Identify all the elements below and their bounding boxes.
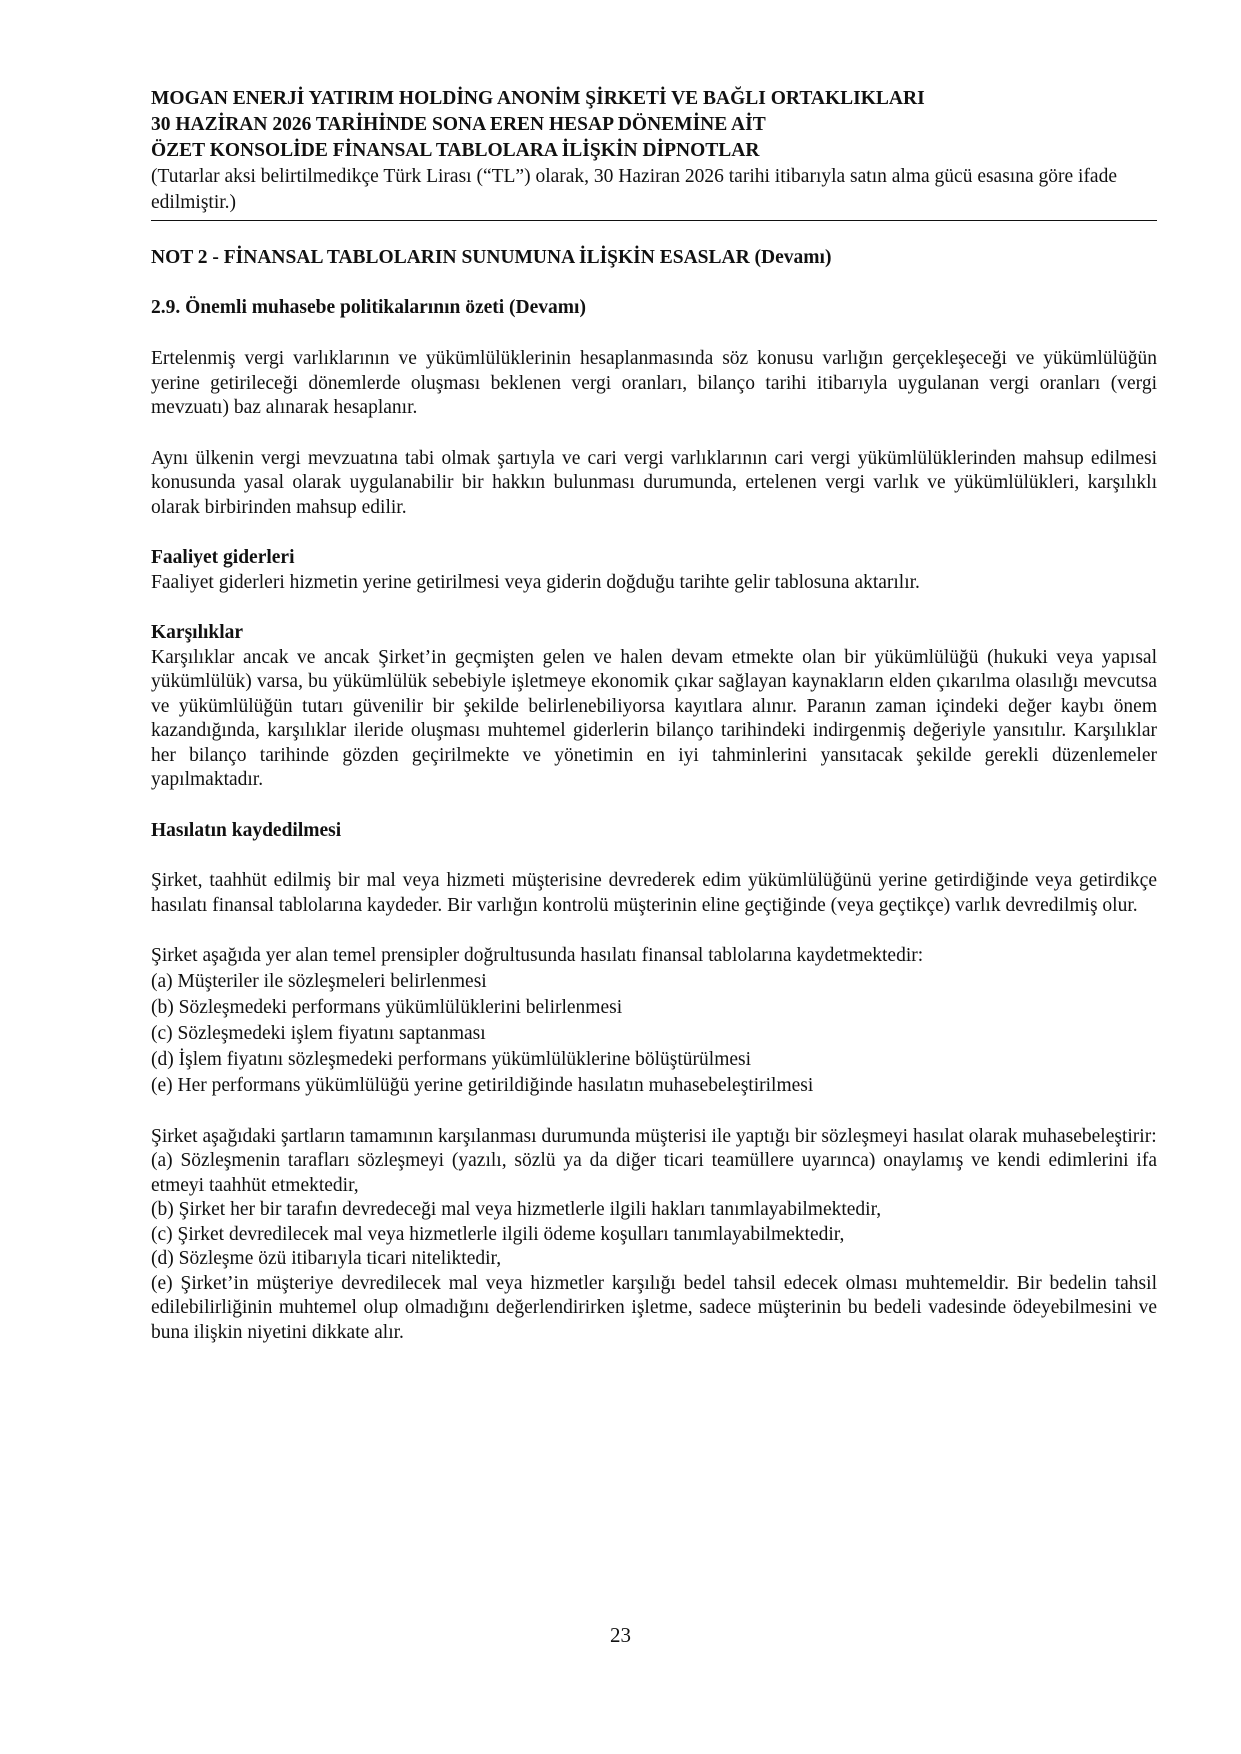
company-title: MOGAN ENERJİ YATIRIM HOLDİNG ANONİM ŞİRKETİ VE BAĞLI ORTAKLIKLARI <box>151 88 925 109</box>
revenue-intro: Şirket, taahhüt edilmiş bir mal veya hizmeti müşterisine devrederek edim yükümlülüğünü yerine getirdiğinde veya getirdikçe hasılatı finansal tablolarına kaydeder. Bir varlığın kontrolü müşterinin eline geçtiğinde (veya geçtikçe) varlık devredilmiş olur. <box>151 870 1157 916</box>
section-title: 2.9. Önemli muhasebe politikalarının özeti (Devamı) <box>151 297 586 318</box>
principles-lead: Şirket aşağıda yer alan temel prensipler doğrultusunda hasılatı finansal tablolarına kaydetmektedir: <box>151 945 924 966</box>
list-item: (e) Şirket’in müşteriye devredilecek mal veya hizmetler karşılığı bedel tahsil edecek olması muhtemeldir. Bir bedelin tahsil edilebilirliğinin muhtemel olup olmadığını değerlendirirken işletme, sadece müşterinin bu bedeli vadesinde ödeyebilmesini ve buna ilişkin niyetini dikkate alır. <box>151 1272 1157 1343</box>
provisions-section <box>151 621 1157 793</box>
operating-expenses-text: Faaliyet giderleri hizmetin yerine getirilmesi veya giderin doğduğu tarihte gelir tablosuna aktarılır. <box>151 571 920 593</box>
list-item: (d) Sözleşme özü itibarıyla ticari niteliktedir, <box>151 1248 502 1269</box>
list-item: (e) Her performans yükümlülüğü yerine getirildiğinde hasılatın muhasebeleştirilmesi <box>151 1074 814 1096</box>
header-divider <box>151 220 1157 221</box>
operating-expenses-heading: Faaliyet giderleri <box>151 547 295 568</box>
list-item: (d) İşlem fiyatını sözleşmedeki performans yükümlülüklerine bölüştürülmesi <box>151 1048 752 1070</box>
list-item: (a) Müşteriler ile sözleşmeleri belirlenmesi <box>151 970 487 992</box>
principles-list <box>151 969 1157 1099</box>
report-header <box>151 86 1157 221</box>
deferred-tax-paragraph: Ertelenmiş vergi varlıklarının ve yükümlülüklerinin hesaplanmasında söz konusu varlığın gerçekleşeceği ve yükümlülüğün yerine getirileceği dönemlerde oluşması beklenen vergi oranları, bilanço tarihi itibarıyla uygulanan vergi oranları (vergi mevzuatı) baz alınarak hesaplanır. <box>151 348 1157 418</box>
revenue-heading: Hasılatın kaydedilmesi <box>151 819 342 841</box>
tax-offset-paragraph: Aynı ülkenin vergi mevzuatına tabi olmak şartıyla ve cari vergi varlıklarının cari vergi yükümlülüklerinden mahsup edilmesi konusunda yasal olarak uygulanabilir bir hakkın bulunması durumunda, ertelenen vergi varlık ve yükümlülükleri, karşılıklı olarak birbirinden mahsup edilir. <box>151 447 1157 518</box>
document-page <box>151 86 1157 1345</box>
operating-expenses-section <box>151 546 1157 595</box>
list-item: (c) Sözleşmedeki işlem fiyatını saptanması <box>151 1022 486 1044</box>
conditions-lead: Şirket aşağıdaki şartların tamamının karşılanması durumunda müşterisi ile yaptığı bir sözleşmeyi hasılat olarak muhasebeleştirir: <box>151 1125 1157 1147</box>
page-number: 23 <box>610 1623 631 1647</box>
conditions-list <box>151 1149 1157 1345</box>
note-title: NOT 2 - FİNANSAL TABLOLARIN SUNUMUNA İLİŞKİN ESASLAR (Devamı) <box>151 247 832 268</box>
revenue-section <box>151 819 1157 1346</box>
provisions-heading: Karşılıklar <box>151 622 244 643</box>
period-title: 30 HAZİRAN 2026 TARİHİNDE SONA EREN HESAP DÖNEMİNE AİT <box>151 114 766 135</box>
currency-note: (Tutarlar aksi belirtilmedikçe Türk Lirası (“TL”) olarak, 30 Haziran 2026 tarihi itibarıyla satın alma gücü esasına göre ifade edilmiştir.) <box>151 166 1117 213</box>
provisions-text: Karşılıklar ancak ve ancak Şirket’in geçmişten gelen ve halen devam etmekte olan bir yükümlülüğü (hukuki veya yapısal yükümlülük) varsa, bu yükümlülük sebebiyle işletmeye ekonomik çıkar sağlayan kaynakların elden çıkarılma olasılığı mevcutsa ve yükümlülüğün tutarı güvenilir bir şekilde belirlenebiliyorsa kayıtlara alınır. Paranın zaman içindeki değer kaybı önem kazandığında, karşılıklar ileride oluşması muhtemel giderlerin bilanço tarihindeki indirgenmiş değeriyle yansıtılır. Karşılıklar her bilanço tarihinde gözden geçirilmekte ve yönetimin en iyi tahminlerini yansıtacak şekilde gerekli düzenlemeler yapılmaktadır. <box>151 646 1157 790</box>
list-item: (a) Sözleşmenin tarafları sözleşmeyi (yazılı, sözlü ya da diğer ticari teamüllere uyarınca) onaylamış ve kendi edimlerini ifa etmeyi taahhüt etmektedir, <box>151 1150 1157 1196</box>
statement-title: ÖZET KONSOLİDE FİNANSAL TABLOLARA İLİŞKİN DİPNOTLAR <box>151 140 760 161</box>
list-item: (b) Sözleşmedeki performans yükümlülüklerini belirlenmesi <box>151 996 623 1018</box>
list-item: (c) Şirket devredilecek mal veya hizmetlerle ilgili ödeme koşulları tanımlayabilmektedir, <box>151 1223 845 1245</box>
list-item: (b) Şirket her bir tarafın devredeceği mal veya hizmetlerle ilgili hakları tanımlayabilmektedir, <box>151 1199 882 1220</box>
